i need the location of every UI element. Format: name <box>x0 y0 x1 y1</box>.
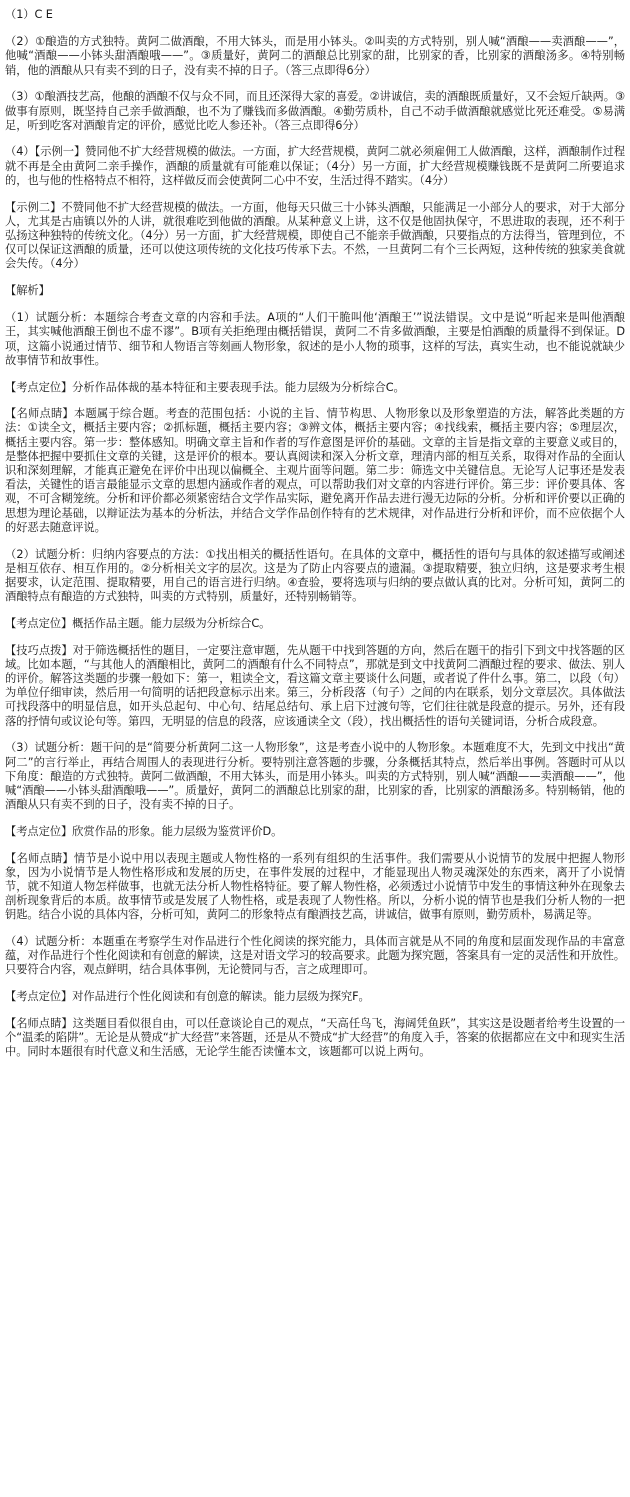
analysis-1: （1）试题分析：本题综合考查文章的内容和手法。A项的“人们干脆叫他‘酒酿王’”说法错误。文中是说“听起来是叫他酒酿王，其实喊他酒酿王倒也不虚不谬”。B项有关拒绝理由概括错误，黄阿二不肯多做酒酿，主要是怕酒酿的质量得不到保证。D项，这篇小说通过情节、细节和人物语言等刻画人物形象，叙述的是小人物的琐事，这样的写法，真实生动，也不能说就缺少故事情节和故事性。 <box>5 311 625 367</box>
analysis-2-tip: 【技巧点拨】对于筛选概括性的题目，一定要注意审题，先从题干中找到答题的方向，然后在题干的指引下到文中找答题的区域。比如本题，“与其他人的酒酿相比，黄阿二的酒酿有什么不同特点”，那就是到文中找黄阿二酒酿过程的要求、做法、别人的评价。解答这类题的步骤一般如下：第一，粗读全文，看这篇文章主要谈什么问题，或者说了件什么事。第二，以段（句）为单位仔细审读，然后用一句简明的话把段意标示出来。第三，分析段落（句子）之间的内在联系，划分文章层次。具体做法可找段落中的明显信息，如开头总起句、中心句、结尾总结句、承上启下过渡句等，它们往往就是段意的提示。另外，还有段落的抒情句或议论句等。第四，无明显的信息的段落，应该通读全文（段），找出概括性的语句关键词语，分析合成段意。 <box>5 643 625 728</box>
answer-1: （1）C E <box>5 8 53 21</box>
answer-2: （2）①酿造的方式独特。黄阿二做酒酿，不用大钵头，而是用小钵头。②叫卖的方式特别，别人喊“酒酿——卖酒酿——”，他喊“酒酿——小钵头甜酒酿哦——”。③质量好，黄阿二的酒酿总比别家的甜，比别家的香，比别家的酒酿汤多。④特别畅销，他的酒酿从只有卖不到的日子，没有卖不掉的日子。（答三点即得6分） <box>5 35 625 77</box>
analysis-3-teacher-note: 【名师点睛】情节是小说中用以表现主题或人物性格的一系列有组织的生活事件。我们需要从小说情节的发展中把握人物形象，因为小说情节是人物性格形成和发展的历史，在事件发展的过程中，才能显现出人物灵魂深处的东西来，离开了小说情节，就不知道人物怎样做事，也就无法分析人物性格特征。要了解人物性格，必须透过小说情节中发生的事情这种外在现象去剖析现象背后的本质。故事情节或是发展了人物性格，或是表现了人物性格。所以，分析小说的情节也是我们分析人物的一把钥匙。结合小说的具体内容，分析可知，黄阿二的形象特点有酿酒技艺高，讲诚信，做事有原则，勤劳质朴，易满足等。 <box>5 851 625 922</box>
analysis-4-key-point: 【考点定位】对作品进行个性化阅读和有创意的解读。能力层级为探究F。 <box>5 990 370 1004</box>
analysis-heading: 【解析】 <box>5 284 50 298</box>
analysis-2-key-point: 【考点定位】概括作品主题。能力层级为分析综合C。 <box>5 616 271 630</box>
analysis-3-key-point: 【考点定位】欣赏作品的形象。能力层级为鉴赏评价D。 <box>5 824 283 838</box>
analysis-1-teacher-note: 【名师点睛】本题属于综合题。考查的范围包括：小说的主旨、情节构思、人物形象以及形象塑造的方法，解答此类题的方法：①读全文，概括主要内容；②抓标题，概括主要内容；③辨文体，概括主要内容；④找线索，概括主要内容；⑤理层次，概括主要内容。第一步：整体感知。明确文章主旨和作者的写作意图是评价的基础。文章的主旨是指文章的主要意义或目的，是整体把握中要抓住文章的关键，这是评价的根本。要认真阅读和深入分析文章，理清内部的相互关系，取得对作品的全面认识和深刻理解，才能真正避免在评价中出现以偏概全、主观片面等问题。第二步：筛选文中关键信息。无论写人记事还是发表看法，关键性的语言最能显示文章的思想内涵或作者的观点，可以帮助我们对文章的内容进行评价。第三步：评价要具体、客观，不可含糊笼统。分析和评价都必须紧密结合文学作品实际，避免离开作品去进行漫无边际的分析。分析和评价要以正确的思想为理论基础，以辩证法为基本的分析法，并结合文学作品创作特有的艺术规律，对作品进行分析和评价，而不应依据个人的好恶去随意评说。 <box>5 407 625 534</box>
analysis-1-key-point: 【考点定位】分析作品体裁的基本特征和主要表现手法。能力层级为分析综合C。 <box>5 380 405 394</box>
analysis-2: （2）试题分析：归纳内容要点的方法：①找出相关的概括性语句。在具体的文章中，概括性的语句与具体的叙述描写或阐述是相互依存、相互作用的。②分析相关文字的层次。这是为了防止内容要点的遗漏。③提取精要，独立归纳，这是要求考生根据要求，认定范围、提取精要，用自己的语言进行归纳。④查验，要将选项与归纳的要点做认真的比对。分析可知，黄阿二的酒酿特点有酿造的方式独特，叫卖的方式特别，质量好，还特别畅销等。 <box>5 547 625 604</box>
answer-4-example-1: （4）【示例一】赞同他不扩大经营规模的做法。一方面，扩大经营规模，黄阿二就必须雇佣工人做酒酿，这样，酒酿制作过程就不再是全由黄阿二亲手操作，酒酿的质量就有可能难以保证；（4分）另一方面，扩大经营规模赚钱既不是黄阿二所要追求的，也与他的性格特点不相符，这样做反而会使黄阿二心中不安，生活过得不踏实。（4分） <box>5 145 625 187</box>
analysis-4-teacher-note: 【名师点睛】这类题目看似很自由，可以任意谈论自己的观点，“天高任鸟飞，海阔凭鱼跃”，其实这是设题者给考生设置的一个“温柔的陷阱”。无论是从赞成“扩大经营”来答题，还是从不赞成“扩大经营”的角度入手，答案的依据都应在文中和现实生活中。同时本题很有时代意义和生活感，无论学生能否读懂本文，该题都可以说上两句。 <box>5 1016 625 1059</box>
answer-4-example-2: 【示例二】不赞同他不扩大经营规模的做法。一方面，他每天只做三十小钵头酒酿，只能满足一小部分人的要求，对于大部分人，尤其是古庙镇以外的人讲，就很难吃到他做的酒酿。从某种意义上讲，这不仅是他固执保守，不思进取的表现，还不利于弘扬这种独特的传统文化。（4分）另一方面，扩大经营规模，即使自己不能亲手做酒酿，只要指点的方法得当，管理到位，不仅可以保证这酒酿的质量，还可以使这项传统的文化技巧传承下去。不然，一旦黄阿二有个三长两短，这种传统的独家美食就会失传。（4分） <box>5 200 625 271</box>
analysis-3: （3）试题分析：题干问的是“简要分析黄阿二这一人物形象”，这是考查小说中的人物形象。本题难度不大，先到文中找出“黄阿二”的言行举止，再结合周围人的表现进行分析。要特别注意答题的步骤，分条概括其特点，然后举出事例。答题时可从以下角度：酿造的方式独特。黄阿二做酒酿，不用大钵头，而是用小钵头。叫卖的方式特别，别人喊“酒酿——卖酒酿——”，他喊“酒酿——小钵头甜酒酿哦——”。质量好，黄阿二的酒酿总比别家的甜，比别家的香，比别家的酒酿汤多。特别畅销，他的酒酿从只有卖不到的日子，没有卖不掉的日子。 <box>5 741 625 812</box>
analysis-4: （4）试题分析：本题重在考察学生对作品进行个性化阅读的探究能力，具体而言就是从不同的角度和层面发现作品的丰富意蕴，对作品进行个性化阅读和有创意的解读，这是对语文学习的较高要求。此题为探究题，答案具有一定的灵活性和开放性。只要符合内容，观点鲜明，结合具体事例，无论赞同与否，言之成理即可。 <box>5 935 625 977</box>
answer-3: （3）①酿酒技艺高，他酿的酒酿不仅与众不同，而且还深得大家的喜爱。②讲诚信，卖的酒酿既质量好，又不会短斤缺两。③做事有原则，既坚持自己亲手做酒酿，也不为了赚钱而多做酒酿。④勤劳质朴，自己不动手做酒酿就感觉比死还难受。⑤易满足，听到吃客对酒酿肯定的评价，感觉比吃人参还补。（答三点即得6分） <box>5 90 625 132</box>
